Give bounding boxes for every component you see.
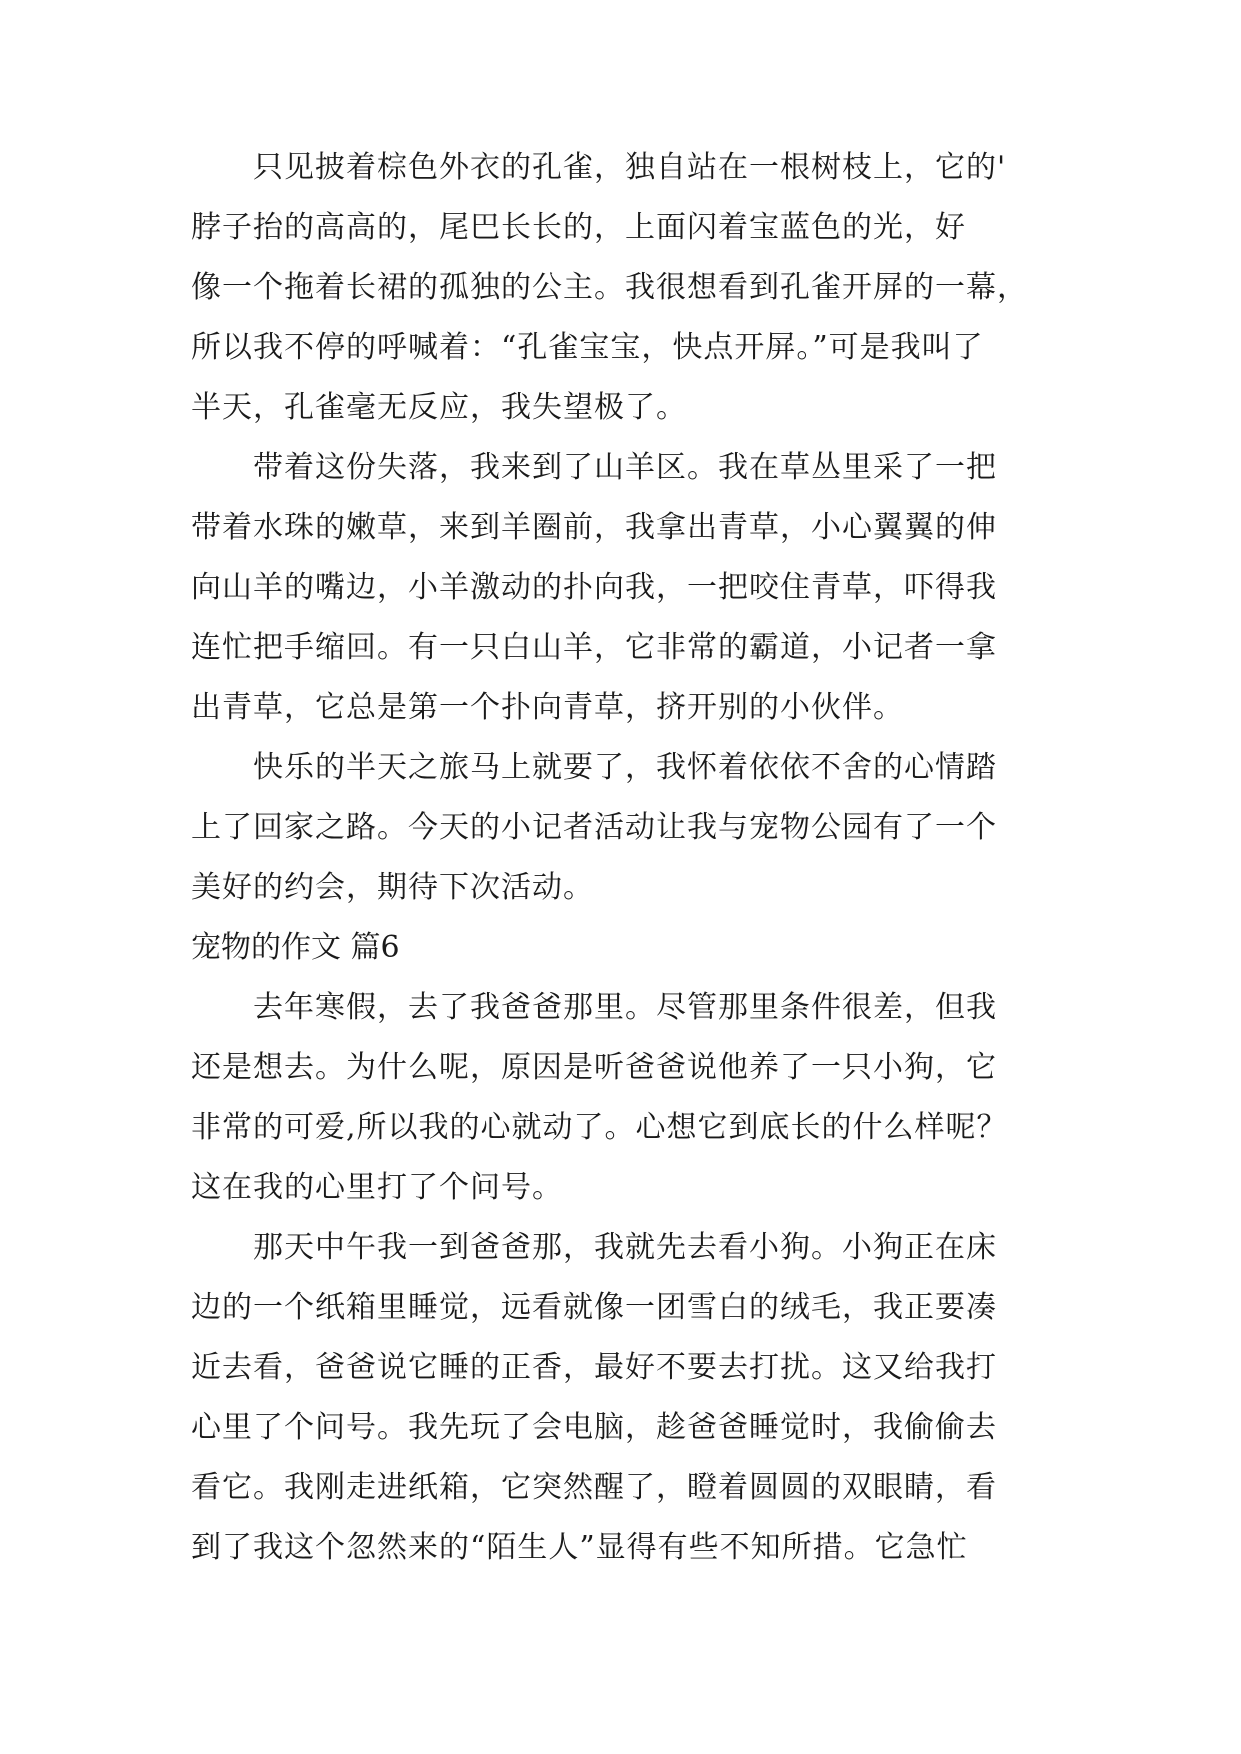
text-line: 向山羊的嘴边，小羊激动的扑向我，一把咬住青草，吓得我 (191, 570, 997, 605)
text-line: 美好的约会，期待下次活动。 (191, 870, 594, 905)
text-line: 出青草，它总是第一个扑向青草，挤开别的小伙伴。 (191, 690, 904, 725)
text-line: 所以我不停的呼喊着：“孔雀宝宝，快点开屏。”可是我叫了 (191, 330, 984, 365)
paragraph-return-home (191, 738, 1091, 918)
text-line: 到了我这个忽然来的“陌生人”显得有些不知所措。它急忙 (191, 1530, 968, 1565)
paragraph-puppy (191, 1218, 1091, 1578)
text-line: 脖子抬的高高的，尾巴长长的，上面闪着宝蓝色的光，好 (191, 210, 966, 245)
text-line: 只见披着棕色外衣的孔雀，独自站在一根树枝上，它的' (253, 150, 1007, 185)
paragraph-peacock (191, 138, 1091, 438)
section-heading: 宠物的作文 篇6 (191, 930, 400, 965)
paragraph-goat (191, 438, 1091, 738)
text-line: 像一个拖着长裙的孤独的公主。我很想看到孔雀开屏的一幕， (191, 270, 1028, 305)
text-line: 带着这份失落，我来到了山羊区。我在草丛里采了一把 (253, 450, 997, 485)
text-line: 还是想去。为什么呢，原因是听爸爸说他养了一只小狗，它 (191, 1050, 997, 1085)
text-line: 去年寒假，去了我爸爸那里。尽管那里条件很差，但我 (253, 990, 997, 1025)
text-line: 带着水珠的嫩草，来到羊圈前，我拿出青草，小心翼翼的伸 (191, 510, 997, 545)
text-line: 边的一个纸箱里睡觉，远看就像一团雪白的绒毛，我正要凑 (191, 1290, 997, 1325)
document-body (191, 138, 1091, 1578)
paragraph-winter-vacation (191, 978, 1091, 1218)
text-line: 看它。我刚走进纸箱，它突然醒了，瞪着圆圆的双眼睛，看 (191, 1470, 997, 1505)
text-line: 非常的可爱,所以我的心就动了。心想它到底长的什么样呢？ (191, 1110, 1008, 1145)
text-line: 上了回家之路。今天的小记者活动让我与宠物公园有了一个 (191, 810, 997, 845)
text-line: 这在我的心里打了个问号。 (191, 1170, 563, 1205)
text-line: 连忙把手缩回。有一只白山羊，它非常的霸道，小记者一拿 (191, 630, 997, 665)
text-line: 半天，孔雀毫无反应，我失望极了。 (191, 390, 687, 425)
text-line: 心里了个问号。我先玩了会电脑，趁爸爸睡觉时，我偷偷去 (191, 1410, 997, 1445)
text-line: 那天中午我一到爸爸那，我就先去看小狗。小狗正在床 (253, 1230, 997, 1265)
text-line: 快乐的半天之旅马上就要了，我怀着依依不舍的心情踏 (253, 750, 997, 785)
text-line: 近去看，爸爸说它睡的正香，最好不要去打扰。这又给我打 (191, 1350, 997, 1385)
